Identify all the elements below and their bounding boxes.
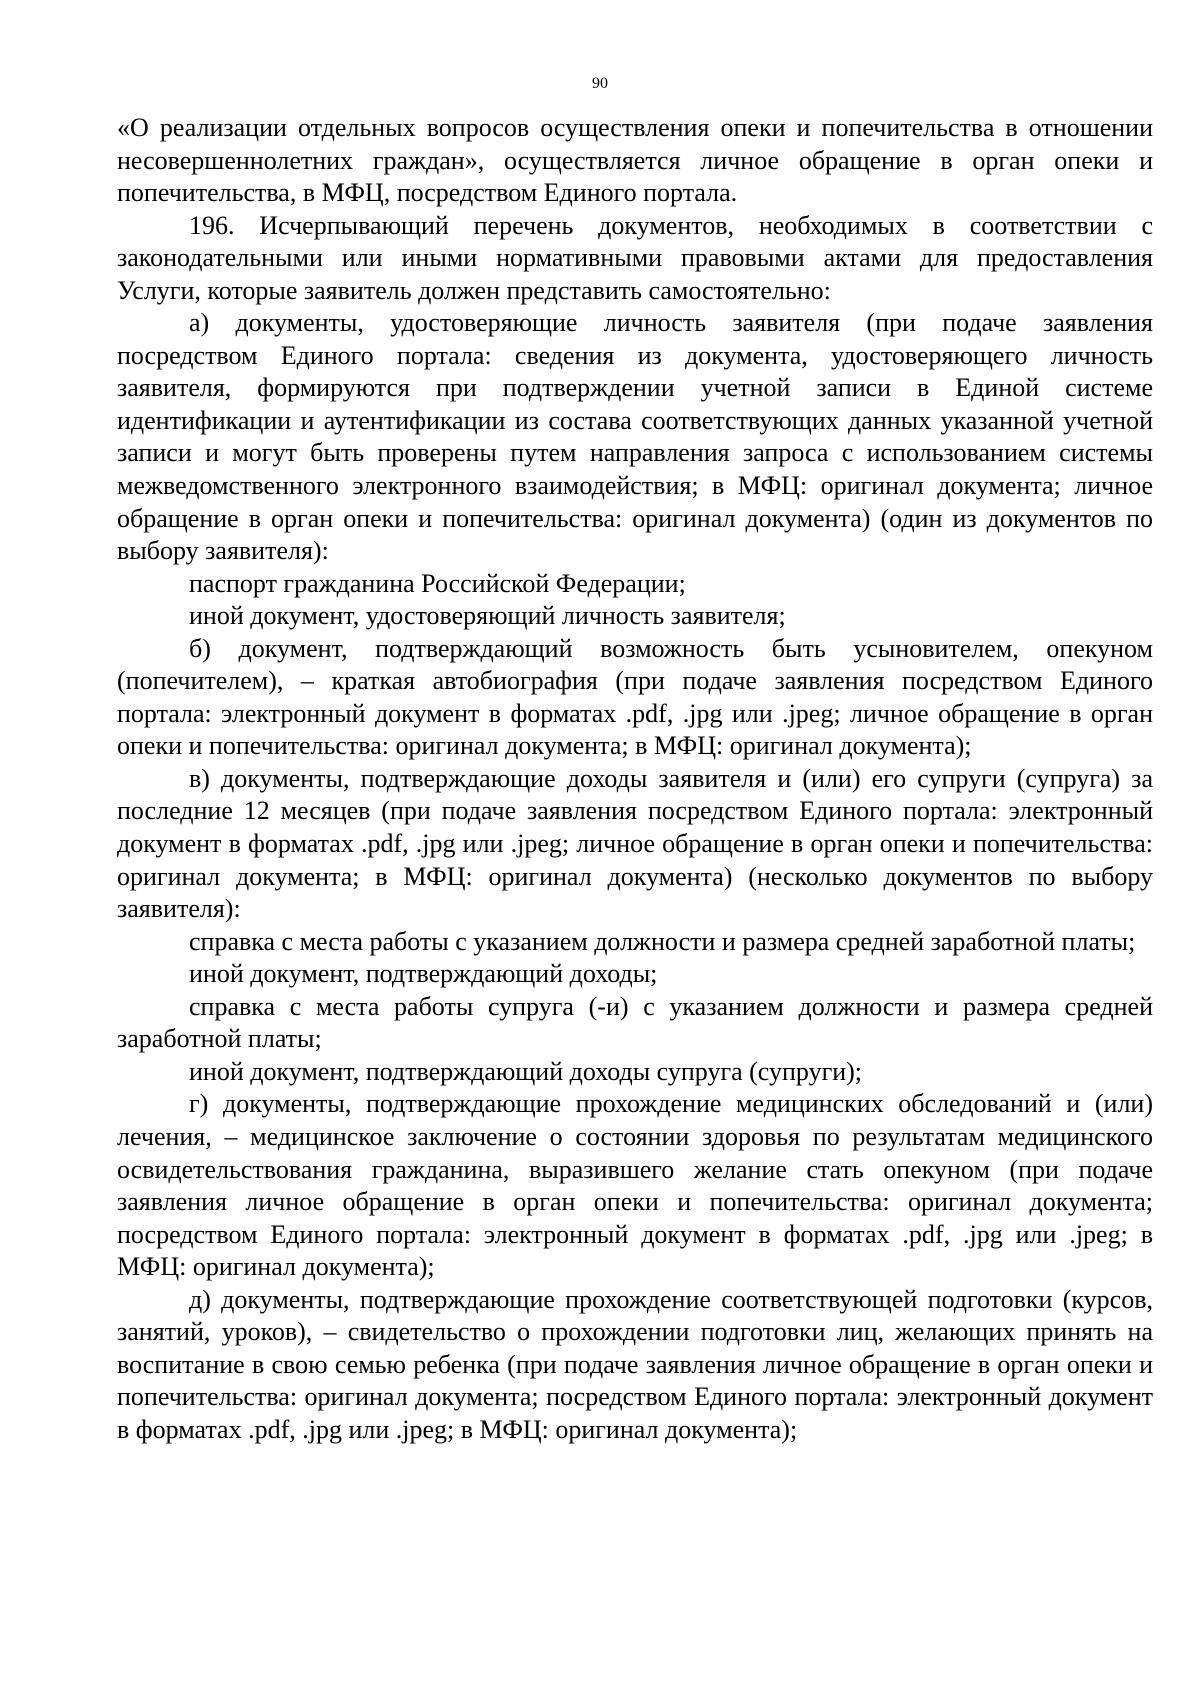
paragraph-item-v: в) документы, подтверждающие доходы заявителя и (или) его супруги (супруга) за последние 12 месяцев (при подаче заявления посредством Единого портала: электронный документ в форматах .pdf, .jpg или .jpeg; личное обращение в орган опеки и попечительства: оригинал документа; в МФЦ: оригинал документа) (несколько документов по выбору заявителя):	[117, 763, 1153, 924]
page-number: 90	[592, 75, 608, 92]
paragraph-spouse-work-certificate: справка с места работы супруга (-и) с указанием должности и размера средней заработной платы;	[117, 991, 1153, 1054]
paragraph-item-d: д) документы, подтверждающие прохождение соответствующей подготовки (курсов, занятий, уроков), – свидетельство о прохождении подготовки лиц, желающих принять на воспитание в свою семью ребенка (при подаче заявления личное обращение в орган опеки и попечительства: оригинал документа; посредством Единого портала: электронный документ в форматах .pdf, .jpg или .jpeg; в МФЦ: оригинал документа);	[117, 1284, 1153, 1444]
paragraph-196: 196. Исчерпывающий перечень документов, необходимых в соответствии с законодательными или иными нормативными правовыми актами для предоставления Услуги, которые заявитель должен представить самостоятельно:	[117, 210, 1153, 305]
paragraph-spouse-income-document: иной документ, подтверждающий доходы супруга (супруги);	[189, 1056, 863, 1086]
document-body	[117, 112, 1153, 1446]
paragraph-work-certificate: справка с места работы с указанием должности и размера средней заработной платы;	[189, 926, 1136, 956]
paragraph-item-g: г) документы, подтверждающие прохождение медицинских обследований и (или) лечения, – медицинское заключение о состоянии здоровья по результатам медицинского освидетельствования гражданина, выразившего желание стать опекуном (при подаче заявления личное обращение в орган опеки и попечительства: оригинал документа; посредством Единого портала: электронный документ в форматах .pdf, .jpg или .jpeg; в МФЦ: оригинал документа);	[117, 1089, 1153, 1282]
paragraph-intro-continuation: «О реализации отдельных вопросов осуществления опеки и попечительства в отношении несовершеннолетних граждан», осуществляется личное обращение в орган опеки и попечительства, в МФЦ, посредством Единого портала.	[117, 113, 1153, 208]
paragraph-other-id-document: иной документ, удостоверяющий личность заявителя;	[189, 601, 786, 631]
paragraph-item-b: б) документ, подтверждающий возможность быть усыновителем, опекуном (попечителем), – краткая автобиография (при подаче заявления посредством Единого портала: электронный документ в форматах .pdf, .jpg или .jpeg; личное обращение в орган опеки и попечительства: оригинал документа; в МФЦ: оригинал документа);	[117, 633, 1153, 761]
paragraph-passport: паспорт гражданина Российской Федерации;	[189, 568, 686, 598]
paragraph-other-income-document: иной документ, подтверждающий доходы;	[189, 959, 658, 989]
paragraph-item-a: а) документы, удостоверяющие личность заявителя (при подаче заявления посредством Единого портала: сведения из документа, удостоверяющего личность заявителя, формируются при подтверждении учетной записи в Единой системе идентификации и аутентификации из состава соответствующих данных указанной учетной записи и могут быть проверены путем направления запроса с использованием системы межведомственного электронного взаимодействия; в МФЦ: оригинал документа; личное обращение в орган опеки и попечительства: оригинал документа) (один из документов по выбору заявителя):	[117, 308, 1153, 566]
